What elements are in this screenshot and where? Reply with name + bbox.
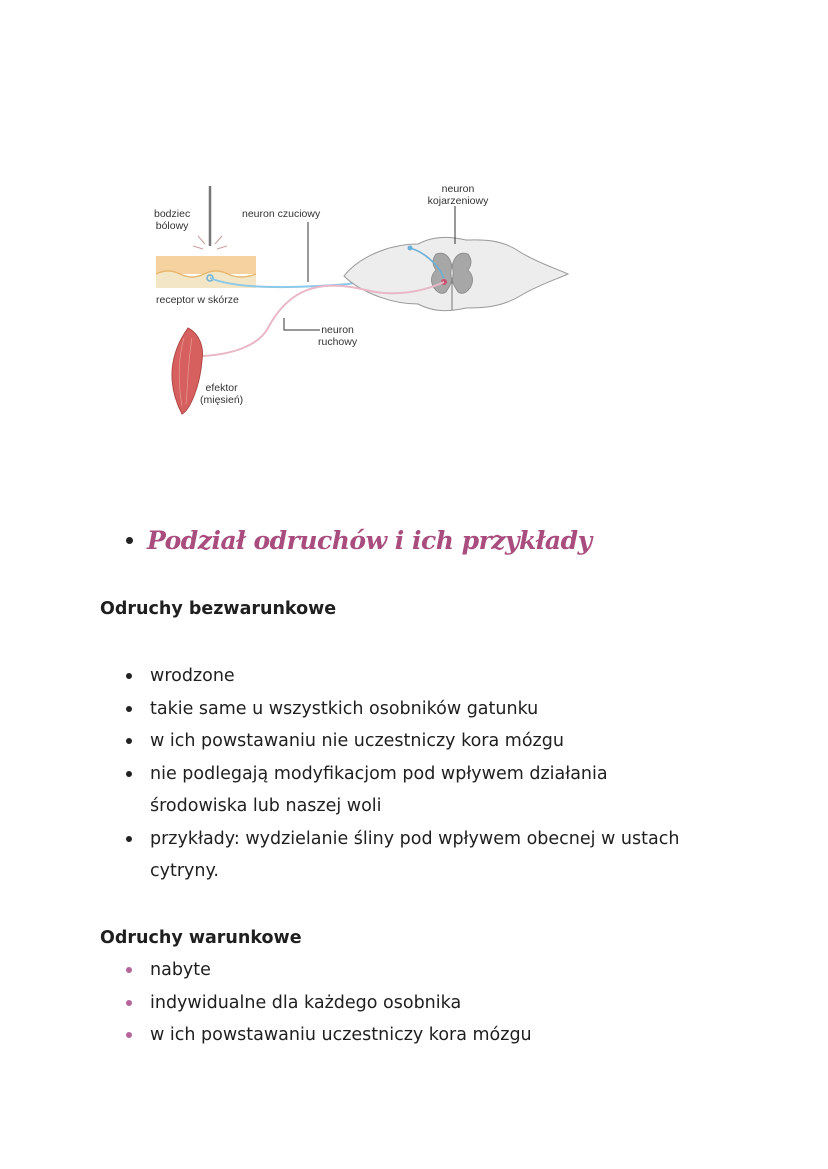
list-item: nie podlegają modyfikacjom pod wpływem działania środowiska lub naszej woli xyxy=(0,758,828,823)
unconditioned-heading: Odruchy bezwarunkowe xyxy=(100,599,337,619)
conditioned-heading: Odruchy warunkowe xyxy=(100,928,302,948)
conditioned-list xyxy=(0,954,828,1052)
list-item: nabyte xyxy=(0,954,828,987)
bullet-dot xyxy=(126,1000,132,1006)
section-heading xyxy=(126,526,592,555)
list-item: w ich powstawaniu uczestniczy kora mózgu xyxy=(0,1019,828,1052)
section-title: Podział odruchów i ich przykłady xyxy=(147,526,592,555)
list-item: wrodzone xyxy=(0,660,828,693)
bullet-dot xyxy=(126,771,132,777)
receptor-label: receptor w skórze xyxy=(156,294,239,306)
bullet-dot xyxy=(126,738,132,744)
bullet-dot xyxy=(126,1032,132,1038)
skin-section xyxy=(156,256,256,288)
muscle-effector xyxy=(172,328,203,414)
sensory-neuron-label: neuron czuciowy xyxy=(242,208,321,220)
heading-bullet xyxy=(126,537,133,544)
list-item: indywidualne dla każdego osobnika xyxy=(0,987,828,1020)
sensory-ganglion xyxy=(408,246,413,251)
list-item: przykłady: wydzielanie śliny pod wpływem obecnej w ustach cytryny. xyxy=(0,823,828,888)
list-item: takie same u wszystkich osobników gatunku xyxy=(0,693,828,726)
stimulus-label: bodziec bólowy xyxy=(154,208,191,232)
bullet-dot xyxy=(126,967,132,973)
effector-label: efektor (mięsień) xyxy=(200,382,244,406)
unconditioned-list xyxy=(0,660,828,888)
bullet-dot xyxy=(126,706,132,712)
list-item: w ich powstawaniu nie uczestniczy kora mózgu xyxy=(0,725,828,758)
reflex-arc-diagram xyxy=(148,178,578,418)
bullet-dot xyxy=(126,836,132,842)
bullet-dot xyxy=(126,673,132,679)
interneuron-label: neuron kojarzeniowy xyxy=(427,183,489,207)
motor-neuron-label: neuron ruchowy xyxy=(318,324,358,348)
